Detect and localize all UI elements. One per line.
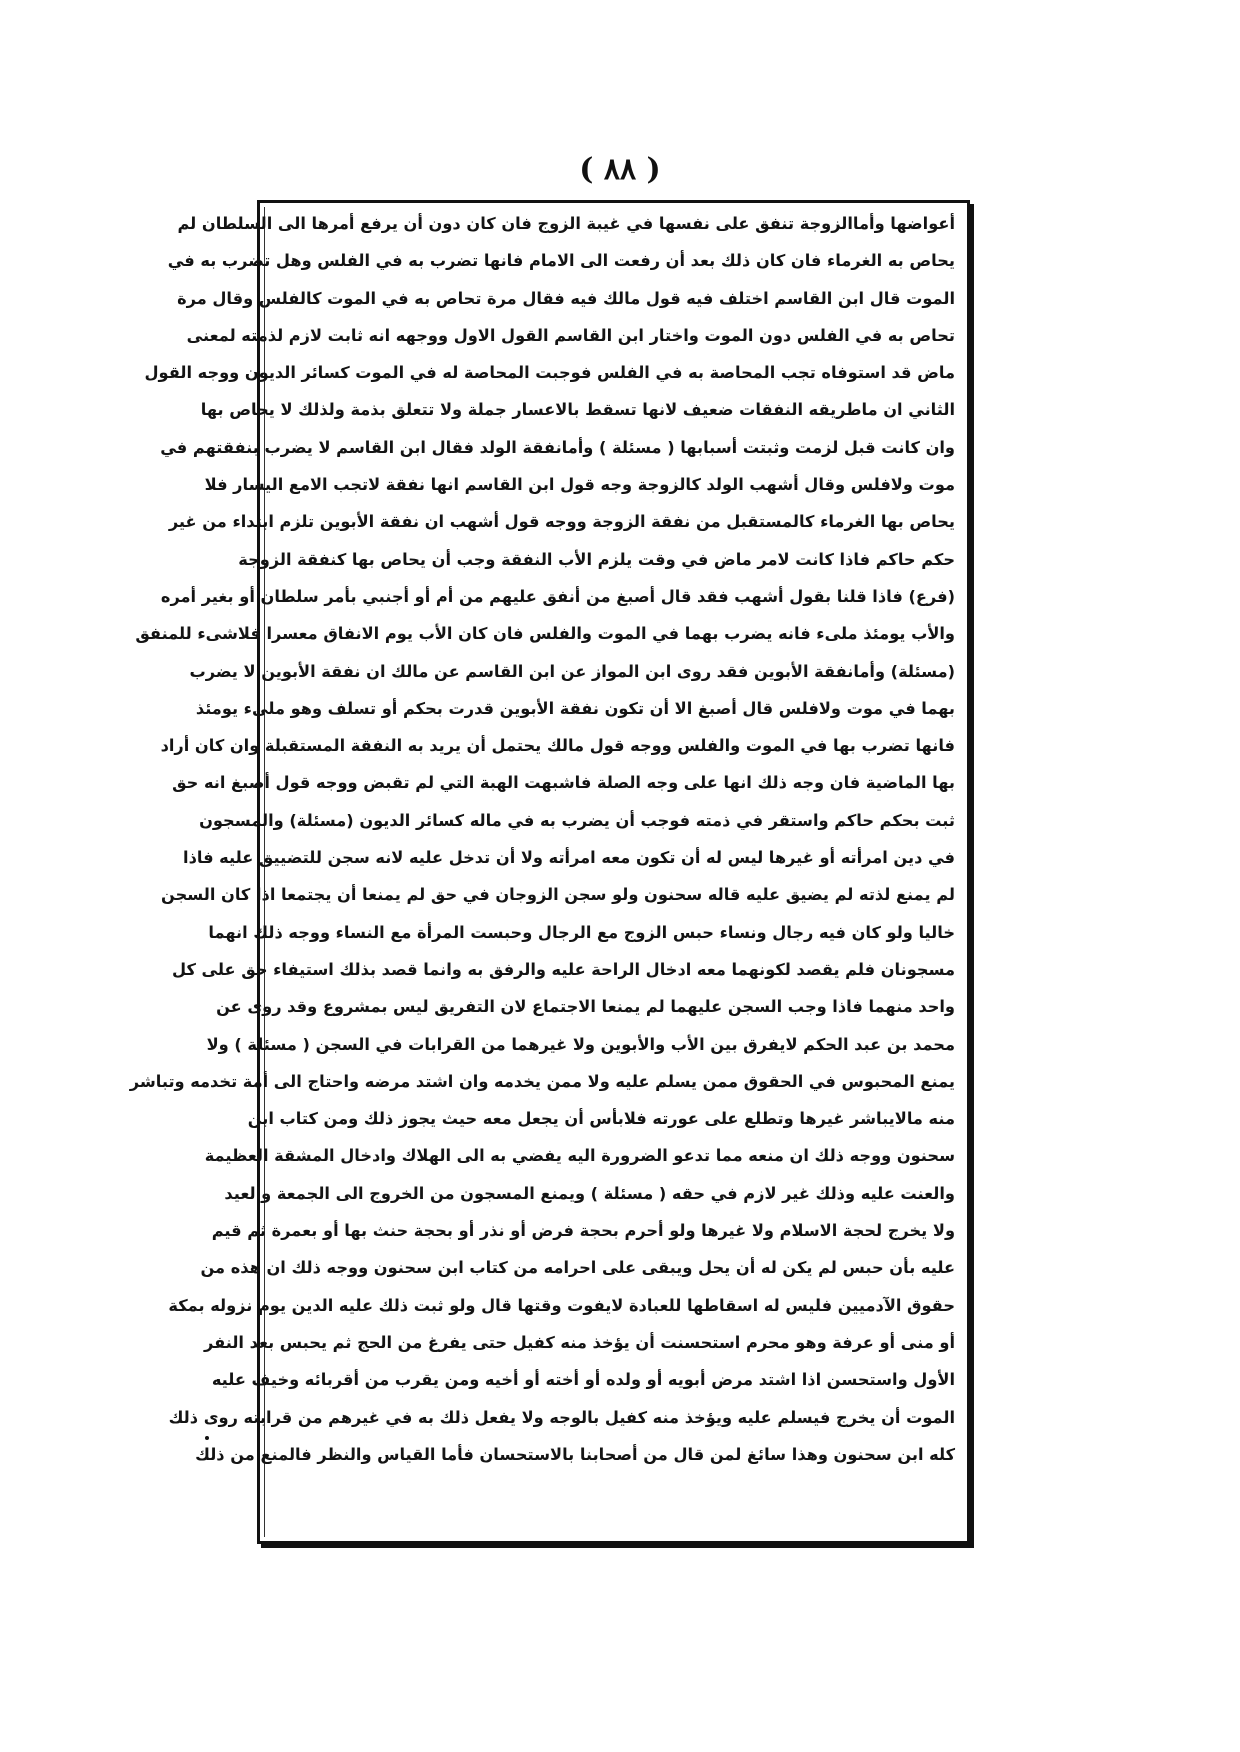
- text-line: منه مالايباشر غيرها وتطلع على عورته فلابأس أن يجعل معه حيث يجوز ذلك ومن كتاب ابن: [247, 1109, 955, 1129]
- text-line: الأول واستحسن اذا اشتد مرض أبويه أو ولده أو أخته أو أخيه ومن يقرب من أقربائه وخيف عليه: [211, 1370, 955, 1390]
- text-line: مسجونان فلم يقصد لكونهما معه ادخال الراحة عليه والرفق به وانما قصد بذلك استيفاء حق على كل: [172, 959, 955, 979]
- text-line: الموت أن يخرج فيسلم عليه ويؤخذ منه كفيل بالوجه ولا يفعل ذلك به في غيرهم من قرابته روى ذلك: [168, 1407, 955, 1427]
- text-line: والعنت عليه وذلك غير لازم في حقه ( مسئلة ) ويمنع المسجون من الخروج الى الجمعة والعيد: [224, 1183, 955, 1203]
- text-line: بها الماضية فان وجه ذلك انها على وجه الصلة فاشبهت الهبة التي لم تقبض ووجه قول أصبغ انه حق: [172, 773, 955, 793]
- text-line: وان كانت قبل لزمت وثبتت أسبابها ( مسئلة ) وأمانفقة الولد فقال ابن القاسم لا يضرب بنفقتهم في: [160, 437, 955, 457]
- text-line: ماض قد استوفاه تجب المحاصة به في الفلس فوجبت المحاصة له في الموت كسائر الديون ووجه القول: [144, 363, 955, 383]
- text-line: أو منى أو عرفة وهو محرم استحسنت أن يؤخذ منه كفيل حتى يفرغ من الحج ثم يحبس بعد النفر: [204, 1332, 955, 1352]
- text-line: والأب يومئذ ملىء فانه يضرب بهما في الموت والفلس فان كان الأب يوم الانفاق معسرا فلاشىء للمنفق: [135, 624, 955, 644]
- text-line: بهما في موت ولافلس قال أصبغ الا أن تكون نفقة الأبوين قدرت بحكم أو تسلف وهو ملىء يومئذ: [195, 698, 955, 718]
- text-line: لم يمنع لذته لم يضيق عليه قاله سحنون ولو سجن الزوجان في حق لم يمنعا أن يجتمعا اذا كان السجن: [161, 885, 955, 905]
- text-line: أعواضها وأماالزوجة تنفق على نفسها في غيبة الزوج فان كان دون أن يرفع أمرها الى السلطان لم: [177, 214, 955, 233]
- text-line: يحاص به الغرماء فان كان ذلك بعد أن رفعت الى الامام فانها تضرب به في الفلس وهل تضرب به في: [167, 251, 955, 271]
- text-line: الثاني ان ماطريقه النفقات ضعيف لانها تسقط بالاعسار جملة ولا تتعلق بذمة ولذلك لا يحاص بها: [200, 400, 955, 420]
- text-line: واحد منهما فاذا وجب السجن عليهما لم يمنعا الاجتماع لان التفريق ليس بمشروع وقد روى عن: [216, 997, 955, 1017]
- page-number: ( ٨٨ ): [579, 152, 661, 187]
- text-line: يمنع المحبوس في الحقوق ممن يسلم عليه ولا ممن يخدمه وان اشتد مرضه واحتاج الى أمة تخدمه وتباشر: [129, 1071, 955, 1091]
- text-line: في دين امرأته أو غيرها ليس له أن تكون معه امرأته ولا أن تدخل عليه لانه سجن للتضييق عليه فاذا: [183, 848, 955, 868]
- text-line: خاليا ولو كان فيه رجال ونساء حبس الزوج مع الرجال وحبست المرأة مع النساء ووجه ذلك انهما: [208, 922, 955, 942]
- text-line: (فرع) فاذا قلنا بقول أشهب فقد قال أصبغ من أنفق عليهم من أم أو أجنبي بأمر سلطان أو بغير أمره: [160, 586, 955, 606]
- text-line: الموت قال ابن القاسم اختلف فيه قول مالك فيه فقال مرة تحاص به في الموت كالفلس وقال مرة: [177, 288, 955, 308]
- text-line: تحاص به في الفلس دون الموت واختار ابن القاسم القول الاول ووجهه انه ثابت لازم لذمته لمعنى: [186, 325, 955, 345]
- text-line: محمد بن عبد الحكم لايفرق بين الأب والأبوين ولا غيرهما من القرابات في السجن ( مسئلة ) ولا: [206, 1034, 955, 1054]
- text-line: موت ولافلس وقال أشهب الولد كالزوجة وجه قول ابن القاسم انها نفقة لاتجب الامع اليسار فلا: [204, 475, 955, 495]
- text-line: حكم حاكم فاذا كانت لامر ماض في وقت يلزم الأب النفقة وجب أن يحاص بها كنفقة الزوجة: [238, 549, 955, 569]
- text-line: فانها تضرب بها في الموت والفلس ووجه قول مالك يحتمل أن يريد به النفقة المستقبلة وان كان أراد: [160, 736, 955, 756]
- text-line: سحنون ووجه ذلك ان منعه مما تدعو الضرورة اليه يفضي به الى الهلاك وادخال المشقة العظيمة: [204, 1146, 955, 1166]
- text-line: (مسئلة) وأمانفقة الأبوين فقد روى ابن المواز عن ابن القاسم عن مالك ان نفقة الأبوين لا يضرب: [189, 661, 955, 681]
- main-text-block: [129, 205, 955, 1473]
- text-line: يحاص بها الغرماء كالمستقبل من نفقة الزوجة ووجه قول أشهب ان نفقة الأبوين تلزم ابتداء من غير: [168, 512, 955, 532]
- text-line: ولا يخرج لحجة الاسلام ولا غيرها ولو أحرم بحجة فرض أو نذر أو بحجة حنث بها أو بعمرة ثم قيم: [211, 1221, 955, 1241]
- text-line: عليه بأن حبس لم يكن له أن يحل ويبقى على احرامه من كتاب ابن سحنون ووجه ذلك ان هذه من: [200, 1258, 955, 1278]
- text-line: ثبت بحكم حاكم واستقر في ذمته فوجب أن يضرب به في ماله كسائر الديون (مسئلة) والمسجون: [199, 810, 955, 830]
- text-line: كله ابن سحنون وهذا سائغ لمن قال من أصحابنا بالاستحسان فأما القياس والنظر فالمنع من ذلك: [195, 1444, 955, 1464]
- text-line: حقوق الآدميين فليس له اسقاطها للعبادة لايفوت وقتها قال ولو ثبت ذلك عليه الدين يوم نزوله بمكة: [168, 1295, 955, 1315]
